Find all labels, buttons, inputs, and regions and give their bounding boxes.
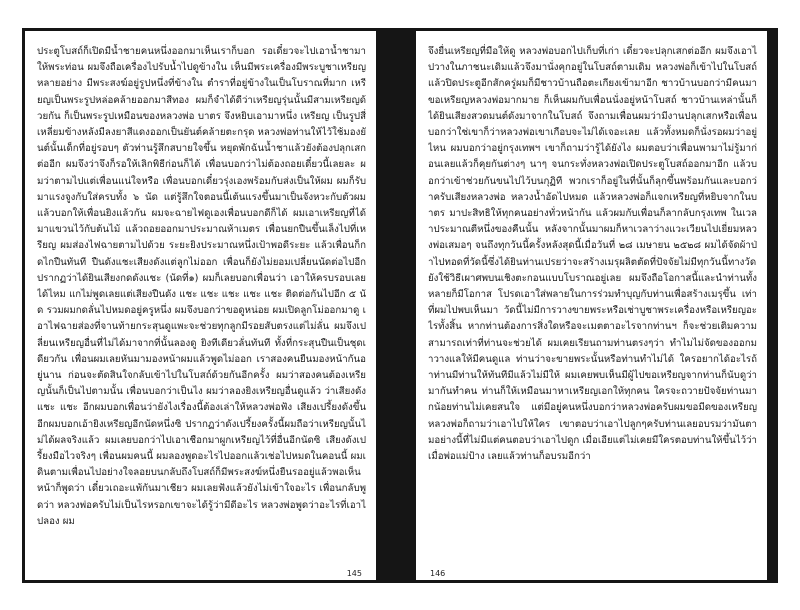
left-page-number: 145 [346, 569, 362, 578]
book-spread [22, 28, 778, 583]
left-page [25, 31, 376, 580]
right-page-number: 146 [430, 569, 446, 578]
right-page [416, 31, 767, 580]
right-page-body-text: จึงยื่นเหรียญที่มือให้ดู หลวงพ่อบอกไปเก็บที่เก่า เดี๋ยวจะปลุกเสกต่ออีก ผมจึงเอาไปวางในภาชนะเดิมแล้วจึงมานั่งคุกอยู่ในโบสถ์ตามเดิม หลวงพ่อก็เข้าไปในโบสถ์ แล้วปิดประตูอีกสักครู่ผมก็มีชาวบ้านถือตะเกียงเข้ามาอีก ชาวบ้านบอกว่ามีคนมาขอเหรียญหลวงพ่อมากมาย ก็เห็นผมกับเพื่อนนั่งอยู่หน้าโบสถ์ ชาวบ้านเหล่านั้นก็ได้ยินเสียงสวดมนต์ดังมาจากในโบสถ์ จึงถามเพื่อนผมว่ามีงานปลุกเสกหรือเพื่อนบอกว่าใช่เขาก็ว่าหลวงพ่อเขาเกือบจะไม่ได้เจอะเลย แล้วทั้งหมดก็นั่งรอผมว่าอยู่ไหน ผมบอกว่าอยู่กรุงเทพฯ เขาก็ถามว่ารู้ได้ยังไง ผมตอบว่าเพื่อนพามาไม่รู้มาก่อนเลยแล้วก็คุยกันต่างๆ นาๆ จนกระทั่งหลวงพ่อเปิดประตูโบสถ์ออกมาอีก แล้วบอกว่าเข้าช่วยกันขนไปไว้บนกุฏิที พวกเราก็อยู่ในที่นั้นก็ลุกขึ้นพร้อมกันและบอกว่าครับเสียงหลวงพ่อ หลวงน้ำอัดไปหมด แล้วหลวงพ่อก็แจกเหรียญที่หยิบจากในบาตร มาปะสิทธิให้ทุกคนอย่างทั่วหน้ากัน แล้วผมกับเพื่อนก็ลากลับกรุงเทพ ในเวลาประมาณตีหนึ่งของคืนนั้น หลังจากนั้นมาผมก็หาเวลาว่างแวะเวียนไปเยี่ยมหลวงพ่อเสมอๆ จนถึงทุกวันนี้ครั้งหลังสุดนี้เมื่อวันที่ ๒๘ เมษายน ๒๕๒๘ ผมได้จัดผ้าป่าไปทอดที่วัดนี้ซึ่งได้ยินท่านเปรยว่าจะสร้างเมรุผลิตตัดที่ปัจจัยไม่มีทุกวันนี้ทางวัดยังใช้วิธีเผาศพบนเชิงตะกอนแบบโบราณอยู่เลย ผมจึงถือโอกาสนี้และนำท่านทั้งหลายก็มีโอกาส โปรดเอาใส่พลายในการร่วมทำบุญกับท่านเพื่อสร้างเมรุขึ้น เท่าที่ผมไปพบเห็นมา วัดนี้ไม่มีการวางขายพระหรือเช่าบูชาพระเครื่องหรือเหรียญอะไรทั้งสิ้น หากท่านต้องการสิ่งใดหรือจะเมตตาอะไรจากท่านฯ ก็จะช่วยเติมความสามารถเท่าที่ท่านจะช่วยได้ ผมเคยเรียนถามท่านตรงๆว่า ทำไมไม่จัดของออกมาวางแลให้มีคนดูแล ท่านว่าจะขายพระนั้นหรือท่านทำไม่ได้ ใครอยากได้อะไรถ้าท่านมีท่านให้ทันทีมีแล้วไม่มีให้ ผมเคยพบเห็นมีผู้ไปขอเหรียญจากท่านก็นับดูว่ามากันทำคน ท่านก็ให้เหมือนมาหาเหรียญเอกให้ทุกคน ใครจะถวายปัจจัยท่านมากน้อยท่านไม่เคยสนใจ แต่มีอยู่คนหนึ่งบอกว่าหลวงพ่อครับผมขอมีดของเหรียญ หลวงพ่อก็ถามว่าเอาไปให้ใคร เขาตอบว่าเอาไปลูกๆครับท่านเลยอบรมว่ามันตามอย่างนี้ที่ไม่มีแต่คนตอบว่าเอาไปดูก เมื่อเอียแต่ไม่เคยมีใครตอบท่านให้ขึ้นไว้ว่าเมื่อพ่อแม่ป้าง เลยแล้วท่านก็อบรมอีกว่า [428, 46, 757, 463]
left-page-body-text: ประตูโบสถ์ก็เปิดมีน้ำชายคนหนึ่งออกมาเห็นเราก็บอก รอเดี๋ยวจะไปเอาน้ำชามาให้พระท่อน ผมจึงถือเครื่องไปรับน้ำไปดูข้างใน เห็นมีพระเครื่องมีพระบูชาเหรียญหลายอย่าง มีพระสงฆ์อยู่รูปหนึ่งที่ข้างใน ตำราที่อยู่ข้างในเป็นโบราณที่มาก เหรียญเป็นพระรูปหล่อคล้ายออกมาสีทอง ผมก็จำได้ดีว่าเหรียญรุ่นนั้นมีสามเหรียญด้วยกัน ก็เป็นพระรูปเหมือนของหลวงพ่อ บาตร จึงหยิบเอามาหนึ่ง เหรียญ เป็นรูปสี่เหลี่ยมข้างหลังมีลงยาสีแดงออกเป็นยันต์คล้ายตะกรุด หลวงพ่อท่านให้ไว้ใช้มองยันต์นั้นเด็กที่อยู่รอบๆ ตัวท่านรู้สึกสบายใจขึ้น หยุดพักฉันน้ำชาแล้วยังต้องปลุกเสกต่ออีก ผมจึงว่าจึงก็รอให้เลิกพิธีก่อนก็ได้ เพื่อนบอกว่าไม่ต้องถอยเดี๋ยวนี้เลยละ ผมว่าตามไปแต่เพื่อนแน่ใจหรือ เพื่อนบอกเดี๋ยวรุ่งเองพร้อมกับส่งเป็นให้ผม ผมก็รับมาแรงจูงกับใส่ครบทั้ง ๖ นัด แต่รู้สึกใจตอนนี้เต้นแรงขึ้นมาเป็นจังหวะกับตัวผม แล้วบอกให้เพื่อนยิงแล้วกัน ผมจะฉายไฟดูเองเพื่อนบอกดีก็ได้ ผมเอาเหรียญที่ได้มาแขวนไว้กับต้นไม้ แล้วถอยออกมาประมาณห้าเมตร เพื่อนยกปืนขึ้นเล็งไปที่เหรียญ ผมส่องไฟฉายตามไปด้วย ระยะยิงประมาณหนึ่งเป้าพอดีระยะ แล้วเพื่อนก็กดไกปืนทันที ปืนดังแชะเสียงดังแต่ลูกไม่ออก เพื่อนก็ยังไม่ยอมเปลี่ยนนัดต่อไปอีก ปรากฏว่าได้ยินเสียงกดดังแชะ (นัดที่๑) ผมก็เลยบอกเพื่อนว่า เอาให้ครบรอบเลยได้ไหม แกไม่พูดเลยแต่เสียงปืนดัง แชะ แชะ แชะ แชะ แชะ ติดต่อกันไปอีก ๕ นัด รวมผมกดลั่นไปหมดอยู่ครูหนึ่ง ผมจึงบอกว่าขอดูหน่อย ผมเปิดลูกโม่ออกมาดู เอาไฟฉายส่องที่จานท้ายกระสุนดูแพะจะช่วยทุกลูกมีรอยสับตรงแต่ไม่ลั่น ผมจึงเปลี่ยนเหรียญอื่นที่ไม่ได้มาจากที่นั้นลองดู ยิงทีเดียวลั่นทันที ทั้งที่กระสุนปืนเป็นชุดเดียวกัน เพื่อนผมเลยหันมามองหน้าผมแล้วพูดไม่ออก เราสองคนยืนมองหน้ากันอยู่นาน ก่อนจะตัดสินใจกลับเข้าไปในโบสถ์ด้วยกันอีกครั้ง ผมว่าสองคนต้องเหรียญนั้นก็เป็นไปตามนั้น เพื่อนบอกว่าเป็นไง ผมว่าลองยิงเหรียญอื่นดูแล้ว ว่าเสียงดัง แชะ แชะ อีกผมบอกเพื่อนว่ายังไงเรื่องนี้ต้องเล่าให้หลวงพ่อฟัง เสียงเปรี้ยงดังขึ้นอีกผมบอกเอ้ายิงเหรียญอีกนัดหนึ่งซิ ปรากฏว่าดังเปรี้ยงครั้งนี้ผมถือว่าเหรียญนั้นไม่ได้ผลจริงแล้ว ผมเลยบอกว่าไปเอาเชือกมาผูกเหรียญไว้ที่อื่นอีกนัดซิ เสียงดังเปรี้ยงมือไวจริงๆ เพื่อนผมคนนี้ ผมลองพูดอะไรไปออกแล้วเช่อไปหมดในคอนนี้ ผมเดินตามเพื่อนไปอย่างใจลอยบนกลับถึงโบสถ์ก็มีพระสงฆ์หนึ่งยืนรออยู่แล้วพอเห็นหน้าก็พูดว่า เดี๋ยวเถอะแพ้กันมาเชียว ผมเลยฟังแล้วยังไม่เข้าใจอะไร เพื่อนกลับพูดว่า หลวงพ่อครับไม่เป็นไรหรอกเขาจะได้รู้ว่ามีดีอะไร หลวงพ่อพูดว่าอะไรที่เอาไปลอง ผม [37, 46, 366, 527]
